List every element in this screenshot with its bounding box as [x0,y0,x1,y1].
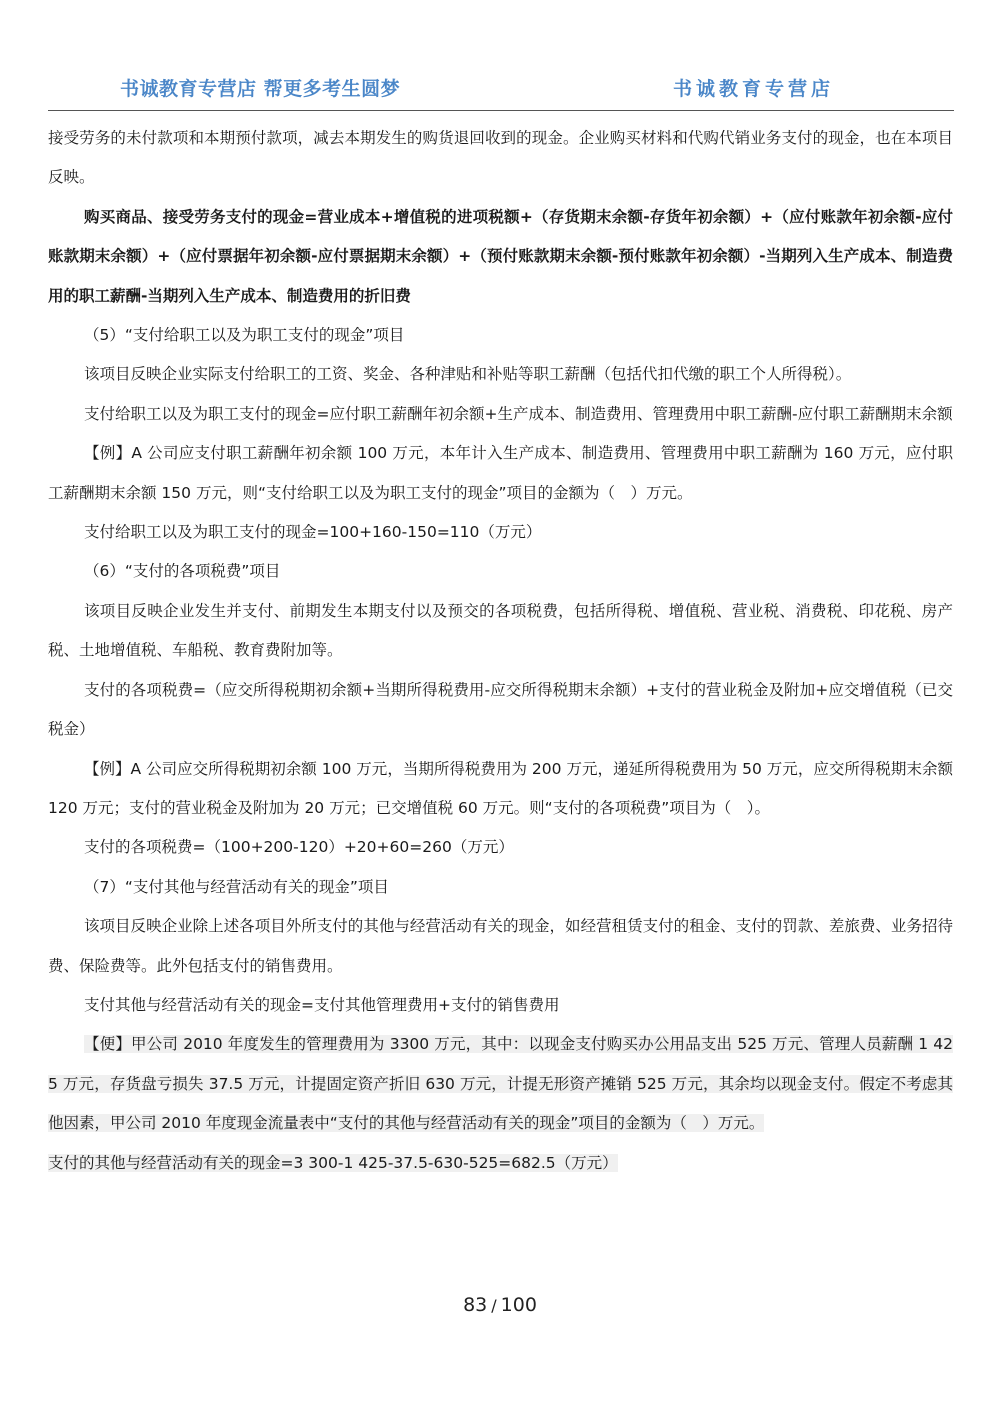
total-pages: 100 [500,1294,537,1316]
section-heading-7: （7）“支付其他与经营活动有关的现金”项目 [84,877,389,896]
formula-employee-cash: 支付给职工以及为职工支付的现金=应付职工薪酬年初余额+生产成本、制造费用、管理费用中职工薪酬-应付职工薪酬期末余额 [84,404,953,423]
header-right-title: 书诚教育专营店 [673,78,835,100]
page-number [0,1294,1000,1316]
section-heading-6: （6）“支付的各项税费”项目 [84,562,281,581]
page-separator: / [491,1296,497,1315]
example-other [48,1025,953,1143]
answer-other-text: 支付的其他与经营活动有关的现金=3 300-1 425-37.5-630-525=682.5（万元） [48,1153,618,1172]
example-other-text: 【便】甲公司 2010 年度发生的管理费用为 3300 万元，其中：以现金支付购买办公用品支出 525 万元、管理人员薪酬 1 425 万元，存货盘亏损失 37.5 万元，计提固定资产折旧 630 万元，计提无形资产摊销 525 万元，其余均以现金支付。假定不考虑其他因素，甲公司 2010 年度现金流量表中“支付的其他与经营活动有关的现金”项目的金额为（ ）万元。 [48,1035,953,1133]
answer-tax: 支付的各项税费=（100+200-120）+20+60=260（万元） [84,838,514,857]
section-heading-5: （5）“支付给职工以及为职工支付的现金”项目 [84,326,405,345]
paragraph-employee-desc: 该项目反映企业实际支付给职工的工资、奖金、各种津贴和补贴等职工薪酬（包括代扣代缴的职工个人所得税）。 [84,365,852,384]
formula-tax: 支付的各项税费=（应交所得税期初余额+当期所得税费用-应交所得税期末余额）+支付的营业税金及附加+应交增值税（已交税金） [48,680,953,739]
example-employee: 【例】A 公司应支付职工薪酬年初余额 100 万元，本年计入生产成本、制造费用、管理费用中职工薪酬为 160 万元，应付职工薪酬期末余额 150 万元，则“支付给职工以及为职工支付的现金”项目的金额为（ ）万元。 [48,444,953,502]
answer-other [48,1144,953,1183]
formula-other: 支付其他与经营活动有关的现金=支付其他管理费用+支付的销售费用 [84,995,560,1014]
paragraph-tax-desc: 该项目反映企业发生并支付、前期发生本期支付以及预交的各项税费，包括所得税、增值税、营业税、消费税、印花税、房产税、土地增值税、车船税、教育费附加等。 [48,601,953,660]
answer-employee: 支付给职工以及为职工支付的现金=100+160-150=110（万元） [84,523,542,542]
example-tax: 【例】A 公司应交所得税期初余额 100 万元，当期所得税费用为 200 万元，递延所得税费用为 50 万元，应交所得税期末余额 120 万元；支付的营业税金及附加为 20 万元；已交增值税 60 万元。则“支付的各项税费”项目为（ ）。 [48,759,953,817]
header-divider [48,110,954,111]
current-page: 83 [463,1294,488,1316]
formula-purchase-cash: 购买商品、接受劳务支付的现金=营业成本+增值税的进项税额+（存货期末余额-存货年初余额）+（应付账款年初余额-应付账款期末余额）+（应付票据年初余额-应付票据期末余额）+（预付账款期末余额-预付账款年初余额）-当期列入生产成本、制造费用的职工薪酬-当期列入生产成本、制造费用的折旧费 [48,207,953,305]
page-header [0,0,1000,112]
paragraph-other-desc: 该项目反映企业除上述各项目外所支付的其他与经营活动有关的现金，如经营租赁支付的租金、支付的罚款、差旅费、业务招待费、保险费等。此外包括支付的销售费用。 [48,917,953,975]
document-body [48,119,953,1183]
paragraph-continuation: 接受劳务的未付款项和本期预付款项，减去本期发生的购货退回收到的现金。企业购买材料和代购代销业务支付的现金，也在本项目反映。 [48,129,953,187]
header-left-title: 书诚教育专营店 帮更多考生圆梦 [120,78,401,100]
